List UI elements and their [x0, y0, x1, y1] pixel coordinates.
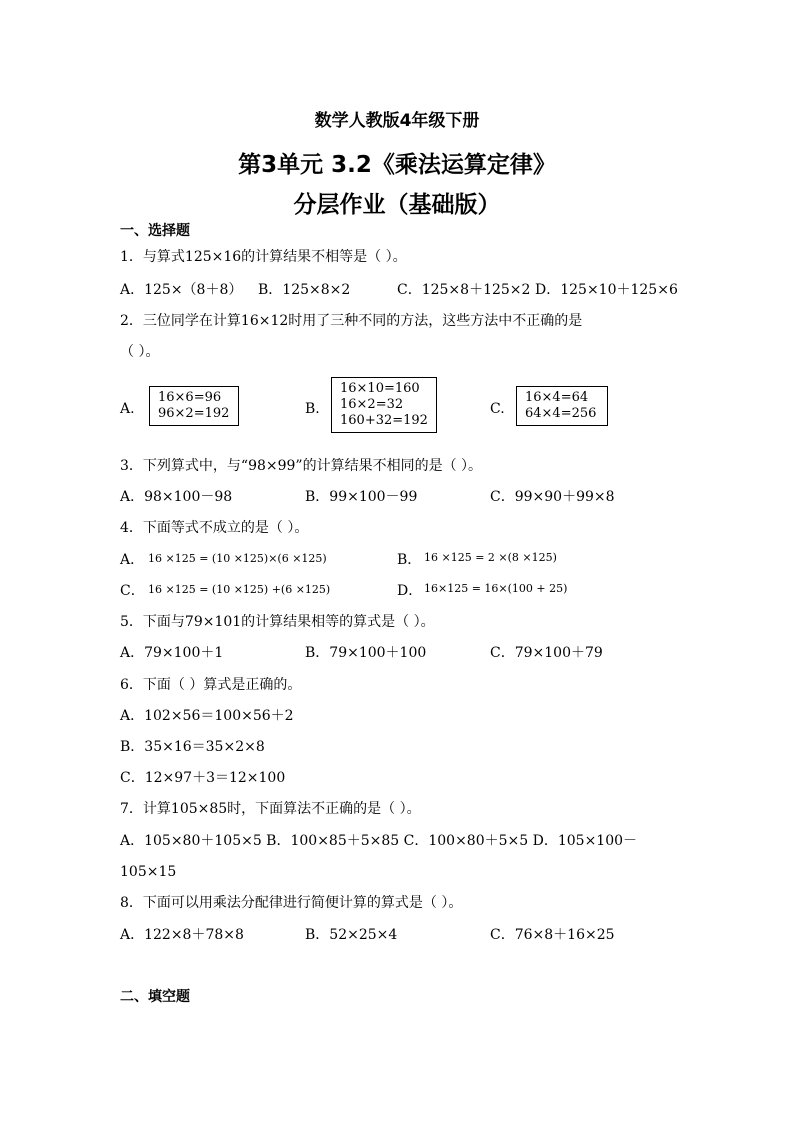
q2-c-line-1: 16×4=64	[525, 390, 589, 405]
q2-b-line-3: 160+32=192	[340, 413, 428, 428]
q4-option-c-label: C．	[120, 583, 145, 599]
q1-option-a: A．125×（8＋8）	[120, 282, 243, 298]
section-heading-choice: 一、选择题	[120, 223, 190, 239]
q7-options: A．105×80＋105×5 B．100×85＋5×85 C．100×80＋5×5 D．105×100－	[120, 833, 638, 849]
q2-b-line-1: 16×10=160	[340, 381, 420, 396]
q6-stem: 6．下面（ ）算式是正确的。	[120, 677, 302, 693]
q4-option-a: 16 ×125 = (10 ×125)×(6 ×125)	[148, 552, 327, 565]
q7-options-cont: 105×15	[120, 864, 177, 880]
q5-option-c: C．79×100＋79	[490, 645, 603, 661]
doc-title: 第3单元 3.2《乘法运算定律》	[238, 152, 556, 178]
q8-option-c: C．76×8＋16×25	[490, 927, 615, 943]
q1-stem: 1．与算式125×16的计算结果不相等是（ ）。	[120, 249, 407, 265]
q8-stem: 8．下面可以用乘法分配律进行简便计算的算式是（ ）。	[120, 895, 463, 911]
q8-option-a: A．122×8＋78×8	[120, 927, 244, 943]
doc-title-level: 分层作业（基础版）	[293, 192, 501, 218]
q4-option-d-label: D．	[397, 583, 423, 599]
q2-a-line-2: 96×2=192	[158, 406, 230, 421]
doc-subtitle: 数学人教版4年级下册	[314, 111, 480, 131]
q2-option-a-label: A.	[120, 401, 135, 417]
q2-b-line-2: 16×2=32	[340, 397, 404, 412]
q3-stem: 3．下列算式中，与“98×99”的计算结果不相同的是（ ）。	[120, 458, 483, 474]
q7-stem: 7．计算105×85时，下面算法不正确的是（ ）。	[120, 801, 421, 817]
q2-a-line-1: 16×6=96	[158, 390, 222, 405]
q2-c-line-2: 64×4=256	[525, 406, 597, 421]
q3-option-a: A．98×100－98	[120, 489, 233, 505]
q2-option-c-box	[516, 386, 608, 426]
q6-option-c: C．12×97＋3＝12×100	[120, 770, 286, 786]
q4-option-d: 16×125 = 16×(100 + 25)	[424, 582, 568, 595]
q2-option-c-label: C.	[490, 401, 505, 417]
q8-option-b: B．52×25×4	[305, 927, 398, 943]
q1-option-b: B．125×8×2	[258, 282, 351, 298]
q4-option-b: 16 ×125 = 2 ×(8 ×125)	[424, 551, 557, 564]
q6-option-b: B．35×16＝35×2×8	[120, 739, 265, 755]
q4-stem: 4．下面等式不成立的是（ ）。	[120, 520, 309, 536]
q2-stem: 2．三位同学在计算16×12时用了三种不同的方法，这些方法中不正确的是	[120, 313, 583, 329]
q2-option-b-label: B.	[305, 401, 320, 417]
section-heading-fill: 二、填空题	[120, 989, 190, 1005]
q6-option-a: A．102×56＝100×56＋2	[120, 708, 294, 724]
q4-option-c: 16 ×125 = (10 ×125) +(6 ×125)	[148, 583, 331, 596]
q3-option-b: B．99×100－99	[305, 489, 418, 505]
q2-stem-cont: （ ）。	[120, 344, 160, 360]
q2-option-a-box	[149, 386, 239, 426]
q1-option-d: D．125×10＋125×6	[535, 282, 678, 298]
q1-option-c: C．125×8＋125×2	[397, 282, 531, 298]
q5-option-a: A．79×100＋1	[120, 645, 224, 661]
q5-stem: 5．下面与79×101的计算结果相等的算式是（ ）。	[120, 614, 435, 630]
q3-option-c: C．99×90＋99×8	[490, 489, 615, 505]
q5-option-b: B．79×100＋100	[305, 645, 427, 661]
q4-option-a-label: A．	[120, 552, 145, 568]
q4-option-b-label: B．	[397, 552, 422, 568]
q2-option-b-box	[331, 377, 437, 433]
